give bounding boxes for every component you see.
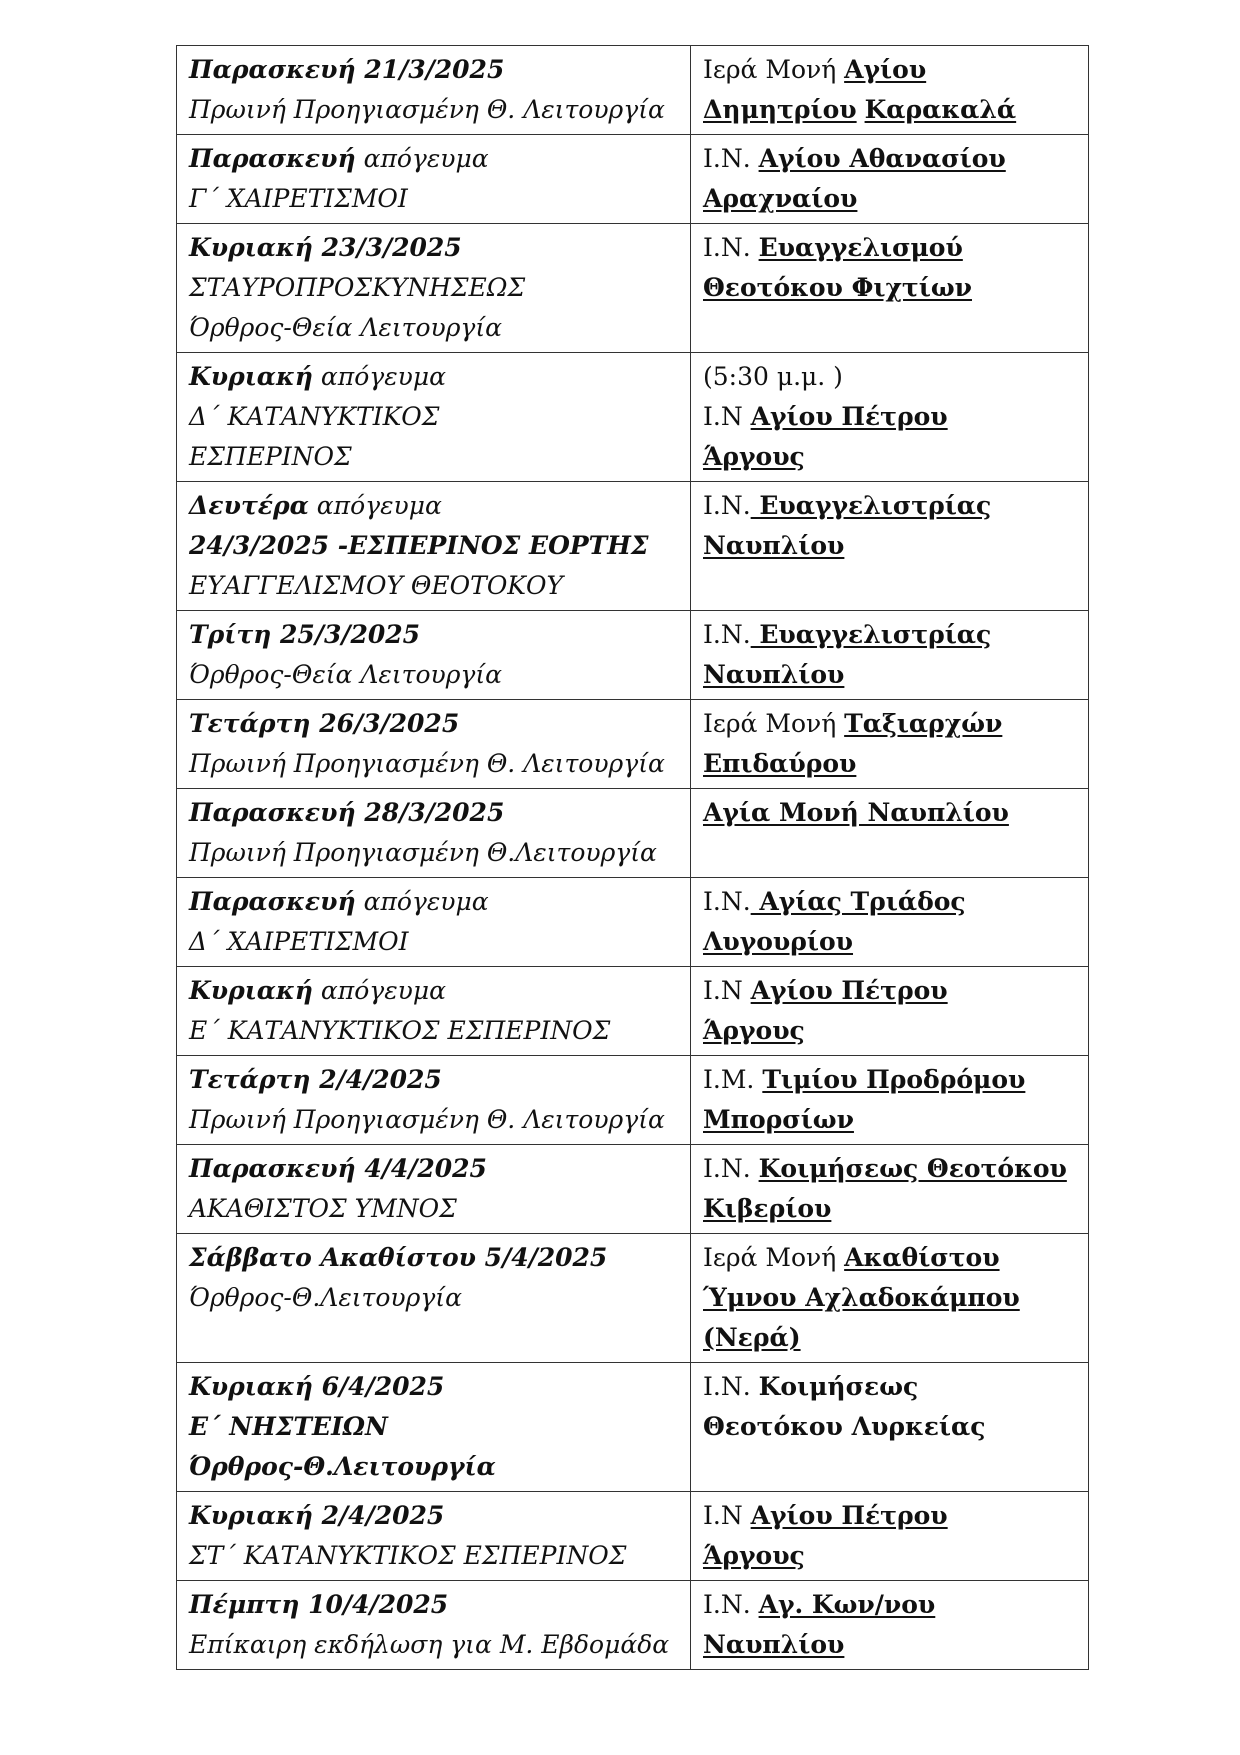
event-text: Δ΄ ΧΑΙΡΕΤΙΣΜΟΙ [189, 927, 409, 956]
location-text: Ευαγγελιστρίας [750, 620, 992, 649]
location-line [703, 486, 1078, 526]
event-line [189, 1407, 680, 1447]
location-text: Ιερά Μονή [703, 55, 845, 84]
schedule-row [177, 46, 1089, 135]
event-line [189, 1625, 680, 1665]
location-text: Ι.Ν [703, 976, 751, 1005]
location-text: Ναυπλίου [703, 660, 845, 689]
schedule-row [177, 1145, 1089, 1234]
location-text: Αγίας Τριάδος [750, 887, 966, 916]
event-text: Πρωινή Προηγιασμένη Θ. Λειτουργία [189, 95, 665, 124]
location-text: Μπορσίων [703, 1105, 854, 1134]
event-text: Πέμπτη 10/4/2025 [189, 1590, 449, 1619]
event-cell [177, 482, 691, 611]
location-text: Ναυπλίου [703, 531, 845, 560]
event-cell [177, 878, 691, 967]
location-cell [691, 789, 1089, 878]
location-text: Ι.Ν. [703, 620, 751, 649]
location-text: Ταξιαρχών [844, 709, 1003, 738]
location-line [703, 1149, 1078, 1189]
location-text: Αγίου Πέτρου [750, 1501, 948, 1530]
location-text: Κοιμήσεως Θεοτόκου [758, 1154, 1067, 1183]
event-text: Πρωινή Προηγιασμένη Θ. Λειτουργία [189, 1105, 665, 1134]
event-text: Πρωινή Προηγιασμένη Θ.Λειτουργία [189, 838, 657, 867]
location-line [703, 1585, 1078, 1625]
location-text: Ι.Ν. [703, 1154, 759, 1183]
event-text: απόγευμα [355, 144, 489, 173]
event-line [189, 833, 680, 873]
event-text: απόγευμα [355, 887, 489, 916]
event-text: Παρασκευή [189, 887, 356, 916]
event-line [189, 397, 680, 437]
schedule-row [177, 1234, 1089, 1363]
location-text: Ι.Ν. [703, 1590, 759, 1619]
location-text: Ι.Μ. [703, 1065, 763, 1094]
event-text: Δευτέρα [189, 491, 309, 520]
event-cell [177, 353, 691, 482]
location-text: Ι.Ν. [703, 887, 751, 916]
event-line [189, 90, 680, 130]
location-line [703, 1189, 1078, 1229]
location-line [703, 615, 1078, 655]
location-line [703, 139, 1078, 179]
location-cell [691, 1363, 1089, 1492]
location-text: Θεοτόκου Λυρκείας [703, 1412, 986, 1441]
location-text: Αγίου [844, 55, 927, 84]
event-cell [177, 224, 691, 353]
schedule-row [177, 700, 1089, 789]
location-text: Λυγουρίου [703, 927, 854, 956]
location-text: Ιερά Μονή [703, 709, 845, 738]
event-text: Κυριακή [189, 976, 313, 1005]
schedule-row [177, 482, 1089, 611]
location-cell [691, 700, 1089, 789]
location-line [703, 882, 1078, 922]
location-line [703, 1407, 1078, 1447]
location-text: Ακαθίστου [844, 1243, 1000, 1272]
location-line [703, 526, 1078, 566]
location-cell [691, 482, 1089, 611]
location-text: Ευαγγελισμού [758, 233, 963, 262]
event-line [189, 1238, 680, 1278]
event-line [189, 704, 680, 744]
location-text: (Νερά) [703, 1323, 801, 1352]
location-text: Ευαγγελιστρίας [750, 491, 992, 520]
event-text: Κυριακή 23/3/2025 [189, 233, 462, 262]
event-text: Κυριακή [189, 362, 313, 391]
event-line [189, 971, 680, 1011]
location-line [703, 1238, 1078, 1278]
event-cell [177, 1145, 691, 1234]
schedule-row [177, 1492, 1089, 1581]
event-cell [177, 1234, 691, 1363]
location-text: Αραχναίου [703, 184, 858, 213]
event-line [189, 1100, 680, 1140]
event-text: απόγευμα [308, 491, 442, 520]
event-line [189, 50, 680, 90]
event-text: Όρθρος-Θεία Λειτουργία [189, 660, 503, 689]
location-text: Άργους [703, 1016, 805, 1045]
event-text: απόγευμα [312, 976, 446, 1005]
location-line [703, 971, 1078, 1011]
location-text: Αγ. Κων/νου [758, 1590, 936, 1619]
schedule-row [177, 878, 1089, 967]
event-text: ΕΥΑΓΓΕΛΙΣΜΟΥ ΘΕΟΤΟΚΟΥ [189, 571, 563, 600]
event-text: Όρθρος-Θ.Λειτουργία [189, 1452, 496, 1481]
location-line [703, 793, 1078, 833]
location-cell [691, 1056, 1089, 1145]
event-line [189, 139, 680, 179]
location-line [703, 357, 1078, 397]
event-cell [177, 1056, 691, 1145]
event-line [189, 1278, 680, 1318]
event-text: Όρθρος-Θεία Λειτουργία [189, 313, 503, 342]
event-line [189, 922, 680, 962]
location-line [703, 1011, 1078, 1051]
event-line [189, 744, 680, 784]
event-text: ΑΚΑΘΙΣΤΟΣ ΥΜΝΟΣ [189, 1194, 457, 1223]
event-text: 24/3/2025 -ΕΣΠΕΡΙΝΟΣ ΕΟΡΤΗΣ [189, 531, 649, 560]
location-line [703, 1278, 1078, 1318]
event-text: Παρασκευή 28/3/2025 [189, 798, 505, 827]
event-line [189, 268, 680, 308]
event-line [189, 1536, 680, 1576]
location-cell [691, 1145, 1089, 1234]
location-text: Αγίου Αθανασίου [758, 144, 1006, 173]
schedule-row [177, 611, 1089, 700]
event-cell [177, 1581, 691, 1670]
location-cell [691, 878, 1089, 967]
schedule-row [177, 1056, 1089, 1145]
event-text: Κυριακή 2/4/2025 [189, 1501, 445, 1530]
event-line [189, 882, 680, 922]
location-text: Αγία Μονή Ναυπλίου [703, 798, 1009, 827]
event-line [189, 357, 680, 397]
location-text: Ι.Ν. [703, 144, 759, 173]
location-text: Άργους [703, 442, 805, 471]
location-cell [691, 353, 1089, 482]
location-text: Ναυπλίου [703, 1630, 845, 1659]
location-line [703, 655, 1078, 695]
event-text: Τετάρτη 26/3/2025 [189, 709, 460, 738]
schedule-row [177, 1363, 1089, 1492]
event-line [189, 566, 680, 606]
schedule-body [177, 46, 1089, 1670]
location-line [703, 922, 1078, 962]
location-line [703, 1100, 1078, 1140]
location-line [703, 179, 1078, 219]
event-text: ΣΤΑΥΡΟΠΡΟΣΚΥΝΗΣΕΩΣ [189, 273, 526, 302]
event-line [189, 615, 680, 655]
location-text: Δημητρίου [703, 95, 857, 124]
event-text: Πρωινή Προηγιασμένη Θ. Λειτουργία [189, 749, 665, 778]
event-text: ΕΣΠΕΡΙΝΟΣ [189, 442, 352, 471]
event-line [189, 526, 680, 566]
event-line [189, 655, 680, 695]
schedule-row [177, 1581, 1089, 1670]
event-text: απόγευμα [312, 362, 446, 391]
schedule-row [177, 967, 1089, 1056]
location-line [703, 437, 1078, 477]
event-cell [177, 967, 691, 1056]
location-line [703, 50, 1078, 90]
event-text: Παρασκευή 21/3/2025 [189, 55, 505, 84]
location-line [703, 1367, 1078, 1407]
schedule-row [177, 353, 1089, 482]
location-line [703, 1318, 1078, 1358]
event-text: Τρίτη 25/3/2025 [189, 620, 421, 649]
location-line [703, 397, 1078, 437]
event-cell [177, 700, 691, 789]
event-text: Τετάρτη 2/4/2025 [189, 1065, 442, 1094]
location-line [703, 228, 1078, 268]
event-line [189, 1496, 680, 1536]
location-cell [691, 135, 1089, 224]
location-text: Ι.Ν. [703, 491, 751, 520]
event-line [189, 793, 680, 833]
location-text: Θεοτόκου Φιχτίων [703, 273, 972, 302]
event-text: Ε΄ ΝΗΣΤΕΙΩΝ [189, 1412, 388, 1441]
event-text: Κυριακή 6/4/2025 [189, 1372, 445, 1401]
location-line [703, 268, 1078, 308]
event-cell [177, 611, 691, 700]
location-text: Κοιμήσεως [758, 1372, 919, 1401]
event-text: Ε΄ ΚΑΤΑΝΥΚΤΙΚΟΣ ΕΣΠΕΡΙΝΟΣ [189, 1016, 611, 1045]
location-text: Ι.Ν [703, 402, 751, 431]
event-text: Επίκαιρη εκδήλωση για Μ. Εβδομάδα [189, 1630, 670, 1659]
event-text: Παρασκευή [189, 144, 356, 173]
location-text: Επιδαύρου [703, 749, 857, 778]
event-cell [177, 1492, 691, 1581]
location-text: Ι.Ν [703, 1501, 751, 1530]
event-text: Σάββατο Ακαθίστου 5/4/2025 [189, 1243, 608, 1272]
location-cell [691, 967, 1089, 1056]
event-line [189, 1149, 680, 1189]
location-line [703, 90, 1078, 130]
event-line [189, 1189, 680, 1229]
schedule-table [176, 45, 1089, 1670]
schedule-row [177, 789, 1089, 878]
location-line [703, 1060, 1078, 1100]
location-text: Αγίου Πέτρου [750, 402, 948, 431]
location-text: Ύμνου Αχλαδοκάμπου [703, 1283, 1020, 1312]
event-line [189, 1011, 680, 1051]
event-line [189, 228, 680, 268]
location-cell [691, 1581, 1089, 1670]
event-line [189, 179, 680, 219]
location-line [703, 1496, 1078, 1536]
location-line [703, 1625, 1078, 1665]
location-line [703, 744, 1078, 784]
event-line [189, 1367, 680, 1407]
event-line [189, 308, 680, 348]
event-line [189, 486, 680, 526]
location-text: Τιμίου Προδρόμου [762, 1065, 1026, 1094]
location-text: Κιβερίου [703, 1194, 832, 1223]
event-cell [177, 789, 691, 878]
event-line [189, 1585, 680, 1625]
schedule-row [177, 224, 1089, 353]
location-cell [691, 1492, 1089, 1581]
event-line [189, 437, 680, 477]
location-cell [691, 224, 1089, 353]
event-text: Δ΄ ΚΑΤΑΝΥΚΤΙΚΟΣ [189, 402, 440, 431]
location-text: Αγίου Πέτρου [750, 976, 948, 1005]
location-line [703, 1536, 1078, 1576]
event-text: Όρθρος-Θ.Λειτουργία [189, 1283, 462, 1312]
location-text: Άργους [703, 1541, 805, 1570]
location-text: (5:30 μ.μ. ) [703, 362, 843, 391]
location-cell [691, 1234, 1089, 1363]
event-cell [177, 1363, 691, 1492]
event-text: Γ΄ ΧΑΙΡΕΤΙΣΜΟΙ [189, 184, 408, 213]
event-line [189, 1447, 680, 1487]
schedule-row [177, 135, 1089, 224]
location-text [857, 95, 865, 124]
event-cell [177, 46, 691, 135]
location-cell [691, 46, 1089, 135]
location-text: Ι.Ν. [703, 1372, 759, 1401]
location-text: Καρακαλά [864, 95, 1017, 124]
location-cell [691, 611, 1089, 700]
location-text: Ιερά Μονή [703, 1243, 845, 1272]
event-cell [177, 135, 691, 224]
location-text: Ι.Ν. [703, 233, 759, 262]
event-text: ΣΤ΄ ΚΑΤΑΝΥΚΤΙΚΟΣ ΕΣΠΕΡΙΝΟΣ [189, 1541, 627, 1570]
location-line [703, 704, 1078, 744]
event-text: Παρασκευή 4/4/2025 [189, 1154, 487, 1183]
event-line [189, 1060, 680, 1100]
